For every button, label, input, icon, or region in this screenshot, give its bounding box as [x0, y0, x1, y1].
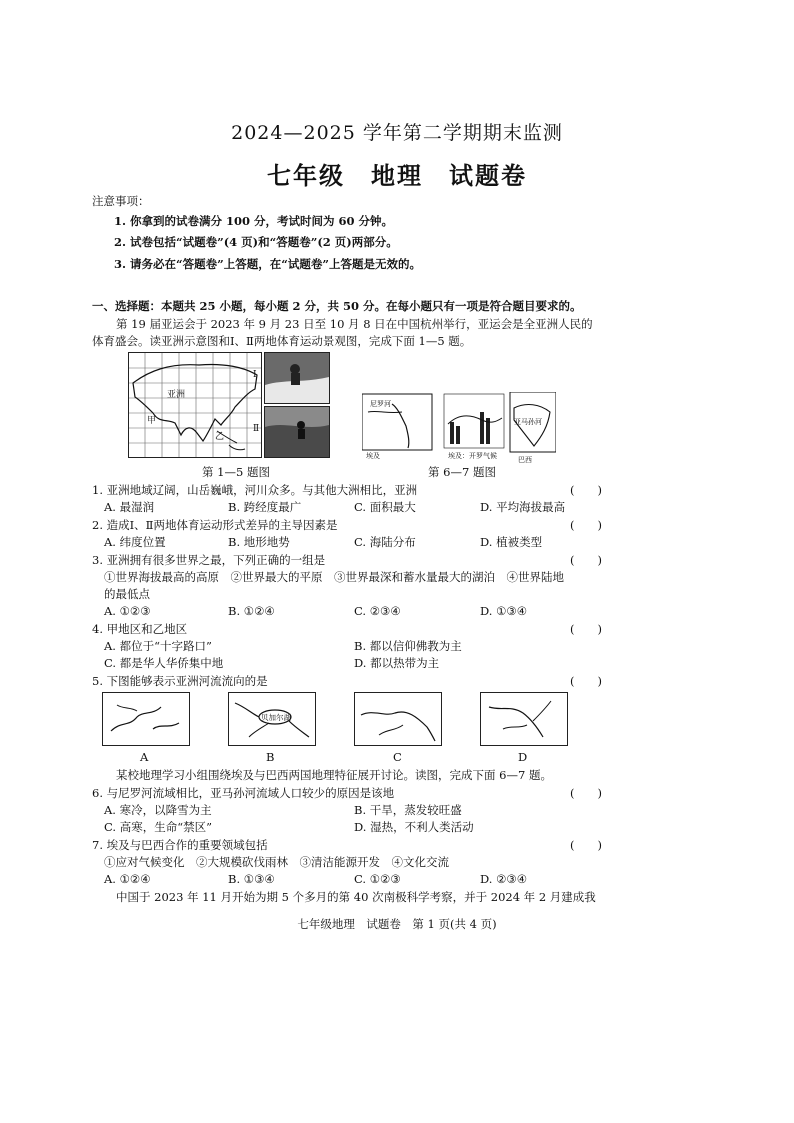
figure-caption-1: 第 1—5 题图	[202, 465, 270, 479]
q7-stem: 7. 埃及与巴西合作的重要领域包括	[92, 838, 268, 852]
intro-3: 中国于 2023 年 11 月开始为期 5 个多月的第 40 次南极科学考察，并于 2024 年 2 月建成我	[116, 890, 596, 904]
q1-answer-paren: ( )	[570, 483, 602, 497]
intro-1-line-2: 体育盛会。读亚洲示意图和Ⅰ、Ⅱ两地体育运动景观图，完成下面 1—5 题。	[92, 334, 472, 348]
q2-opt-d: D. 植被类型	[480, 535, 543, 549]
asia-map-figure	[128, 352, 262, 458]
q2-opt-a: A. 纬度位置	[104, 535, 166, 549]
fig2-chart-caption: 埃及：开罗气候	[448, 452, 497, 460]
q6-opt-d: D. 湿热，不利人类活动	[354, 820, 474, 834]
q3-opt-b: B. ①②④	[228, 604, 275, 618]
q6-opt-c: C. 高寒，生命“禁区”	[104, 820, 212, 834]
region-label-2: Ⅱ	[253, 424, 260, 434]
note-item-3: 3. 请务必在“答题卷”上答题，在“试题卷”上答题是无效的。	[114, 257, 421, 271]
map-label-asia: 亚洲	[167, 390, 186, 400]
q6-stem: 6. 与尼罗河流域相比，亚马孙河流域人口较少的原因是该地	[92, 786, 395, 800]
q6-opt-a: A. 寒冷，以降雪为主	[104, 803, 212, 817]
q5-stem: 5. 下图能够表示亚洲河流流向的是	[92, 674, 268, 688]
river-label-b: B	[266, 750, 275, 764]
q4-stem: 4. 甲地区和乙地区	[92, 622, 188, 636]
q3-opt-c: C. ②③④	[354, 604, 401, 618]
note-item-1: 1. 你拿到的试卷满分 100 分，考试时间为 60 分钟。	[114, 214, 394, 228]
q2-opt-b: B. 地形地势	[228, 535, 290, 549]
asia-map-icon	[129, 353, 261, 457]
river-option-a	[102, 692, 190, 746]
river-label-a: A	[140, 750, 149, 764]
q3-opt-a: A. ①②③	[104, 604, 151, 618]
q7-answer-paren: ( )	[570, 838, 602, 852]
fig2-label-egypt: 埃及	[366, 452, 380, 460]
q4-opt-c: C. 都是华人华侨集中地	[104, 656, 224, 670]
river-label-d: D	[518, 750, 528, 764]
intro-1-line-1: 第 19 届亚运会于 2023 年 9 月 23 日至 10 月 8 日在中国杭州举行，亚运会是全亚洲人民的	[116, 317, 593, 331]
q4-opt-d: D. 都以热带为主	[354, 656, 440, 670]
q3-statements-line-1: ①世界海拔最高的高原 ②世界最大的平原 ③世界最深和蓄水量最大的湖泊 ④世界陆地	[104, 570, 564, 584]
q1-stem: 1. 亚洲地域辽阔，山岳巍峨，河川众多。与其他大洲相比，亚洲	[92, 483, 418, 497]
page-footer: 七年级地理 试题卷 第 1 页(共 4 页)	[297, 917, 497, 931]
note-item-2: 2. 试卷包括“试题卷”(4 页)和“答题卷”(2 页)两部分。	[114, 235, 398, 249]
q1-opt-b: B. 跨经度最广	[228, 500, 302, 514]
region-label-1: Ⅰ	[253, 370, 257, 380]
q1-opt-c: C. 面积最大	[354, 500, 416, 514]
river-option-c	[354, 692, 442, 746]
q4-answer-paren: ( )	[570, 622, 602, 636]
exam-subtitle: 七年级 地理 试题卷	[267, 162, 527, 190]
intro-2: 某校地理学习小组围绕埃及与巴西两国地理特征展开讨论。读图，完成下面 6—7 题。	[116, 768, 552, 782]
skiing-photo-icon	[265, 353, 329, 403]
q5-answer-paren: ( )	[570, 674, 602, 688]
river-option-b	[228, 692, 316, 746]
map-label-jia: 甲	[147, 416, 157, 426]
egypt-brazil-figure	[362, 392, 556, 464]
q7-opt-d: D. ②③④	[480, 872, 528, 886]
exam-title: 2024—2025 学年第二学期期末监测	[231, 122, 563, 144]
q7-opt-c: C. ①②③	[354, 872, 401, 886]
q3-answer-paren: ( )	[570, 553, 602, 567]
q7-statements: ①应对气候变化 ②大规模砍伐雨林 ③清洁能源开发 ④文化交流	[104, 855, 449, 869]
photo-region-1	[253, 352, 330, 404]
section-heading: 一、选择题：本题共 25 小题，每小题 2 分，共 50 分。在每小题只有一项是符合题目要求的。	[92, 299, 582, 313]
q1-opt-d: D. 平均海拔最高	[480, 500, 566, 514]
q3-statements-line-2: 的最低点	[104, 587, 150, 601]
notes-label: 注意事项：	[92, 194, 150, 208]
q4-opt-a: A. 都位于“十字路口”	[104, 639, 212, 653]
figure-caption-2: 第 6—7 题图	[428, 465, 496, 479]
q2-stem: 2. 造成Ⅰ、Ⅱ两地体育运动形式差异的主导因素是	[92, 518, 338, 532]
q2-answer-paren: ( )	[570, 518, 602, 532]
surfing-photo-icon	[265, 407, 329, 457]
river-label-c: C	[393, 750, 402, 764]
river-option-d	[480, 692, 568, 746]
q3-opt-d: D. ①③④	[480, 604, 528, 618]
river-map-a-icon	[103, 693, 189, 745]
q7-opt-b: B. ①③④	[228, 872, 275, 886]
photo-region-2	[253, 406, 330, 458]
q4-opt-b: B. 都以信仰佛教为主	[354, 639, 462, 653]
river-map-d-icon	[481, 693, 567, 745]
fig2-label-amazon: 亚马孙河	[514, 418, 542, 426]
q2-opt-c: C. 海陆分布	[354, 535, 416, 549]
lake-label: 贝加尔湖	[261, 713, 291, 722]
q7-opt-a: A. ①②④	[104, 872, 151, 886]
fig2-label-nile: 尼罗河	[370, 400, 391, 408]
q6-opt-b: B. 干旱，蒸发较旺盛	[354, 803, 462, 817]
q3-stem: 3. 亚洲拥有很多世界之最，下列正确的一组是	[92, 553, 326, 567]
river-map-c-icon	[355, 693, 441, 745]
fig2-label-brazil: 巴西	[518, 456, 532, 464]
q1-opt-a: A. 最湿润	[104, 500, 155, 514]
q6-answer-paren: ( )	[570, 786, 602, 800]
map-label-yi: 乙	[215, 432, 225, 442]
